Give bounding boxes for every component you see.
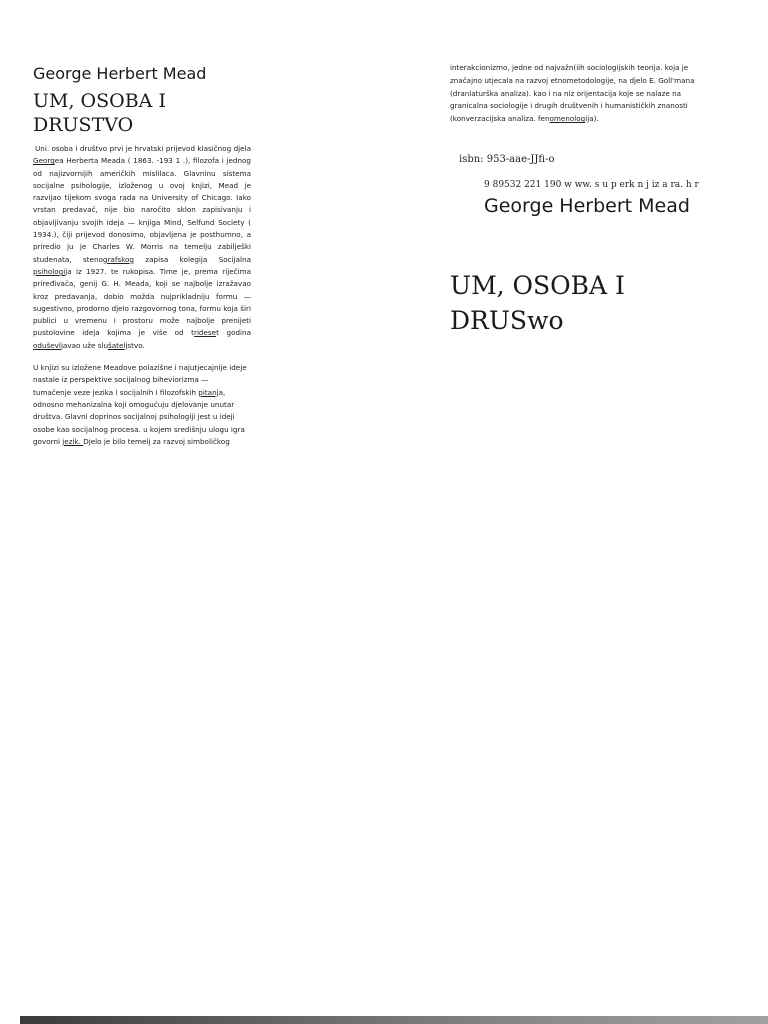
text-segment: ea Herberta Meada ( 1863. -193 1 .), filozofa i jednog od najizvornijih američkih mislilaca. Glavninu sistema socijalne psihologije, izloženog u ovoj knjizi, Mead je razvijao tijekom svoga rada na University of Chicago. Iako vrstan predavač, nije bio naročito sklon zapisivanju i objavljivanju svojih ideja — knjiga Mind, Selfund Society ( 1934.), čiji prijevod donosimo, objavljena je posthumno, a priredio ju je Charles W. Morris na temelju zabilješki studenata, steno — [33, 156, 251, 264]
underlined-word: šatelj — [108, 340, 128, 350]
right-book-title — [450, 268, 710, 338]
text-segment: Djelo je bilo temelj za razvoj simboličkog — [83, 436, 230, 446]
left-paragraph-1 — [33, 143, 251, 352]
left-title-line-2: DRUSTVO — [33, 114, 134, 136]
underlined-word: omenolog — [549, 114, 586, 124]
isbn-number: isbn: 953-aae-JJfi-o — [459, 154, 555, 165]
underlined-word: psihologi — [33, 266, 66, 276]
right-title-line-2: DRUSwo — [450, 306, 564, 335]
underlined-word: pitanj — [198, 387, 219, 397]
right-paragraph — [450, 62, 720, 126]
text-segment: stvo. — [127, 340, 145, 350]
barcode-text: 9 89532 221 190 w ww. s u p erk n j iz a ra. h r — [484, 180, 699, 190]
right-title-line-1: UM, OSOBA I — [450, 271, 625, 300]
text-segment: javao uže slu — [60, 340, 109, 350]
right-author-name: George Herbert Mead — [484, 195, 690, 217]
text-segment: interakcionizmo, jedne od najvažn(iih sociologijskih teorija. koja je značajno utjecala na razvoj etnometodologije, na djelo E. Goll'mana (dranlaturška analiza). kao i na niz orijentacija koje se nalaze na granicalna sociologije i drugih društvenih i humanističkih znanosti (konverzacijska analiza. fen — [450, 63, 695, 124]
bottom-edge-strip — [20, 1016, 768, 1024]
left-title-line-1: UM, OSOBA I — [33, 90, 166, 112]
left-paragraph-2 — [33, 362, 248, 448]
text-segment: Uni. osoba i društvo prvi je hrvatski prijevod klasičnog djela — [35, 144, 251, 153]
right-column — [450, 62, 720, 126]
left-author-name: George Herbert Mead — [33, 64, 207, 83]
text-segment: ja iz 1927. te rukopisa. Time je, prema riječima priređivača, genij G. H. Meada, koji se najbolje izražavao kroz predavanja, dobio možda nujprikladniju formu — sugestivno, prodorno djelo razgovornog tona, formu koja širi publici u vremenu i prostoru može najbolje prenijeti pustolovine ideja kojima je više od t — [33, 266, 251, 338]
text-segment: ija). — [585, 114, 599, 124]
left-book-title — [33, 89, 251, 137]
text-segment: zapisa kolegija Socijalna — [133, 254, 251, 264]
text-segment: t godina — [216, 328, 251, 338]
text-segment: a, odnosno mehanizalna koji omogućuju djelovanje unutar društva. Glavni doprinos socijalnoj psihologiji jest u ideji osobe kao socijalnog procesa. u kojem središnju ulogu igra govorni — [33, 387, 245, 446]
left-column — [33, 64, 251, 448]
underlined-word: grafskog — [102, 254, 134, 264]
underlined-word: jezik. — [62, 436, 84, 446]
underlined-word: oduševl — [33, 340, 61, 350]
underlined-word: Georg — [33, 156, 55, 166]
underlined-word: ridese — [193, 328, 217, 338]
text-segment: U knjizi su izložene Meadove polazišne i najutjecajnije ideje nastale iz perspektive socijalnog biheviorizma — tumačenje veze jezika i socijalnih i filozofskih — [33, 363, 247, 397]
